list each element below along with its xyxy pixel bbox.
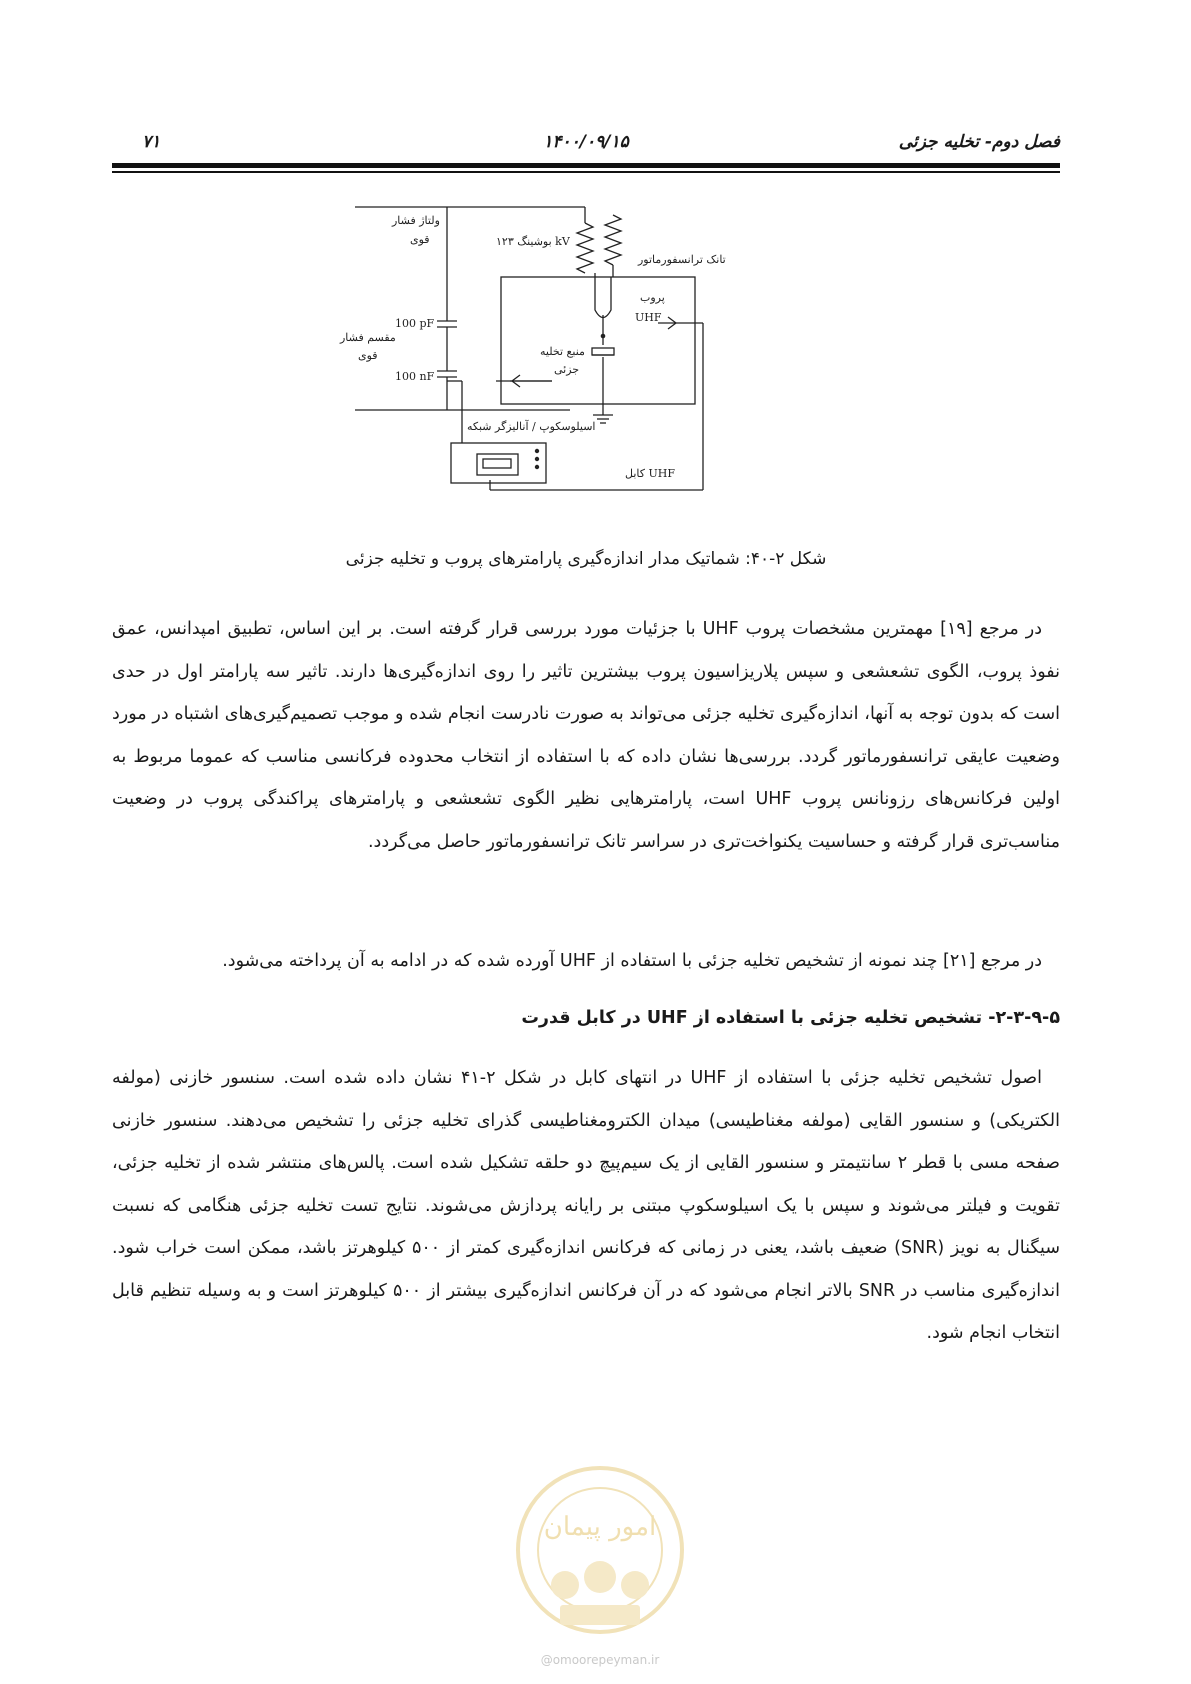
label-tank: تانک ترانسفورماتور bbox=[638, 253, 726, 266]
label-cap-100pf: 100 pF bbox=[395, 317, 435, 330]
label-cap-100nf: 100 nF bbox=[395, 370, 435, 383]
paragraph-2 bbox=[112, 940, 1060, 983]
figure-caption: شکل ۲-۴۰: شماتیک مدار اندازه‌گیری پارامترهای پروب و تخلیه جزئی bbox=[345, 549, 827, 569]
label-uhf-cable: کابل UHF bbox=[625, 467, 675, 480]
header-rule-thin bbox=[112, 171, 1060, 173]
label-hv-voltage-line2: قوی bbox=[410, 233, 430, 246]
paragraph-3 bbox=[112, 1057, 1060, 1355]
label-oscilloscope: اسیلوسکوپ / آنالیزگر شبکه bbox=[467, 420, 596, 433]
label-pd-source: منبع تخلیه bbox=[540, 345, 585, 358]
label-hv-voltage: ولتاژ فشار bbox=[392, 214, 440, 227]
measurement-schematic bbox=[340, 214, 800, 535]
page-number: ۷۱ bbox=[142, 132, 161, 152]
label-bushing: بوشینگ ۱۲۳ kV bbox=[496, 235, 570, 248]
label-divider: مقسم فشار bbox=[340, 331, 396, 344]
label-pd-source-line2: جزئی bbox=[554, 363, 580, 376]
header-date: ۱۴۰۰/۰۹/۱۵ bbox=[543, 132, 629, 152]
label-probe: پروب bbox=[640, 291, 665, 304]
label-probe-uhf: UHF bbox=[635, 311, 662, 324]
paragraph-2-text: در مرجع [۲۱] چند نمونه از تشخیص تخلیه جزئی با استفاده از UHF آورده شده که در ادامه به آن پرداخته می‌شود. bbox=[222, 951, 1042, 971]
watermark-site: @omoorepeyman.ir bbox=[540, 1653, 660, 1667]
page-header bbox=[112, 122, 1060, 158]
label-divider-line2: قوی bbox=[358, 349, 378, 362]
paragraph-3-text: اصول تشخیص تخلیه جزئی با استفاده از UHF در انتهای کابل در شکل ۲-۴۱ نشان داده شده است. سنسور خازنی (مولفه الکتریکی) و سنسور القایی (مولفه مغناطیسی) میدان الکترومغناطیسی گذرای تخلیه جزئی را تشخیص می‌دهند. سنسور خازنی صفحه مسی با قطر ۲ سانتیمتر و سنسور القایی از یک سیم‌پیچ دو حلقه تشکیل شده است. پالس‌های منتشر شده از تخلیه جزئی، تقویت و فیلتر می‌شوند و سپس با یک اسیلوسکوپ مبتنی بر رایانه پردازش می‌شوند. نتایج تست تخلیه جزئی هنگامی که نسبت سیگنال به نویز (SNR) ضعیف باشد، یعنی در زمانی که فرکانس اندازه‌گیری کمتر از ۵۰۰ کیلوهرتز باشد، ممکن است خراب شود. اندازه‌گیری مناسب در SNR بالاتر انجام می‌شود که در آن فرکانس اندازه‌گیری بیشتر از ۵۰۰ کیلوهرتز است و به وسیله تنظیم قابل انتخاب انجام شود. bbox=[112, 1068, 1060, 1343]
chapter-title: فصل دوم- تخلیه جزئی bbox=[898, 132, 1060, 152]
watermark-seal bbox=[505, 1455, 695, 1655]
watermark-text: امور پیمان bbox=[543, 1512, 657, 1542]
paragraph-1-text: در مرجع [۱۹] مهمترین مشخصات پروب UHF با جزئیات مورد بررسی قرار گرفته است. بر این اساس، تطبیق امپدانس، عمق نفوذ پروب، الگوی تشعشعی و سپس پلاریزاسیون پروب بیشترین تاثیر را روی اندازه‌گیری‌ها دارند. تاثیر سه پارامتر اول در حدی است که بدون توجه به آنها، اندازه‌گیری تخلیه جزئی می‌تواند به صورت نادرست انجام شده و موجب تصمیم‌گیری‌های اشتباه در مورد وضعیت عایقی ترانسفورماتور گردد. بررسی‌ها نشان داده که با استفاده از انتخاب محدوده فرکانسی مناسب که عموما مربوط به اولین فرکانس‌های رزونانس پروب UHF است، پارامترهایی نظیر الگوی تشعشعی و پارامترهای پراکندگی پروب در وضعیت مناسب‌تری قرار گرفته و حساسیت یکنواخت‌تری در سراسر تانک ترانسفورماتور حاصل می‌گردد. bbox=[112, 619, 1060, 852]
section-heading: ۲-۳-۹-۵- تشخیص تخلیه جزئی با استفاده از UHF در کابل قدرت bbox=[521, 1008, 1060, 1028]
watermark-logo bbox=[505, 1455, 695, 1675]
schematic-svg bbox=[340, 214, 800, 535]
paragraph-1 bbox=[112, 608, 1060, 863]
header-rule-thick bbox=[112, 163, 1060, 168]
